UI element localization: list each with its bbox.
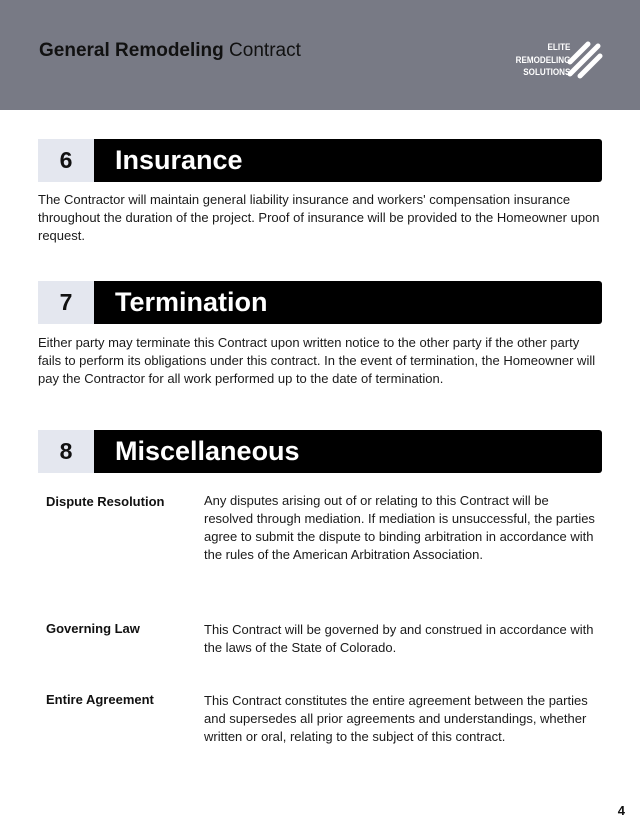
company-logo bbox=[508, 40, 608, 82]
section-7-text: Either party may terminate this Contract upon written notice to the other party if the other party fails to perform its obligations under this contract. In the event of termination, the Homeowner will pay the Contractor for all work performed up to the date of termination. bbox=[38, 335, 596, 386]
section-8-header bbox=[38, 430, 602, 473]
section-8-title: Miscellaneous bbox=[94, 430, 602, 473]
section-6-number: 6 bbox=[38, 139, 94, 182]
logo-line-3: SOLUTIONS bbox=[522, 67, 570, 78]
dispute-resolution-text: Any disputes arising out of or relating to this Contract will be resolved through mediation. If mediation is unsuccessful, the parties agree to submit the dispute to binding arbitration in accordance with the rules of the American Arbitration Association. bbox=[204, 493, 595, 562]
section-7-header bbox=[38, 281, 602, 324]
page-number: 4 bbox=[617, 803, 625, 818]
page-header bbox=[0, 0, 640, 110]
section-7-title: Termination bbox=[94, 281, 602, 324]
section-6-header bbox=[38, 139, 602, 182]
section-7-number: 7 bbox=[38, 281, 94, 324]
section-6-text: The Contractor will maintain general liability insurance and workers' compensation insurance throughout the duration of the project. Proof of insurance will be provided to the Homeowner upon request. bbox=[38, 192, 600, 243]
entire-agreement-label: Entire Agreement bbox=[46, 692, 154, 707]
dispute-resolution-label: Dispute Resolution bbox=[46, 494, 165, 509]
logo-text bbox=[515, 42, 570, 80]
logo-line-2: REMODELING bbox=[515, 54, 570, 66]
governing-law-text: This Contract will be governed by and construed in accordance with the laws of the State of Colorado. bbox=[204, 622, 594, 655]
section-6-title: Insurance bbox=[94, 139, 602, 182]
document-title-bold: General Remodeling bbox=[39, 40, 224, 61]
logo-line-1: ELITE bbox=[547, 42, 570, 53]
governing-law-label: Governing Law bbox=[46, 621, 140, 636]
document-title-rest: Contract bbox=[223, 40, 301, 61]
entire-agreement-text: This Contract constitutes the entire agreement between the parties and supersedes all prior agreements and understandings, whether written or oral, relating to the subject of this contract. bbox=[204, 693, 588, 744]
logo-stripes-icon bbox=[566, 40, 604, 80]
section-8-number: 8 bbox=[38, 430, 94, 473]
document-title bbox=[39, 40, 301, 62]
